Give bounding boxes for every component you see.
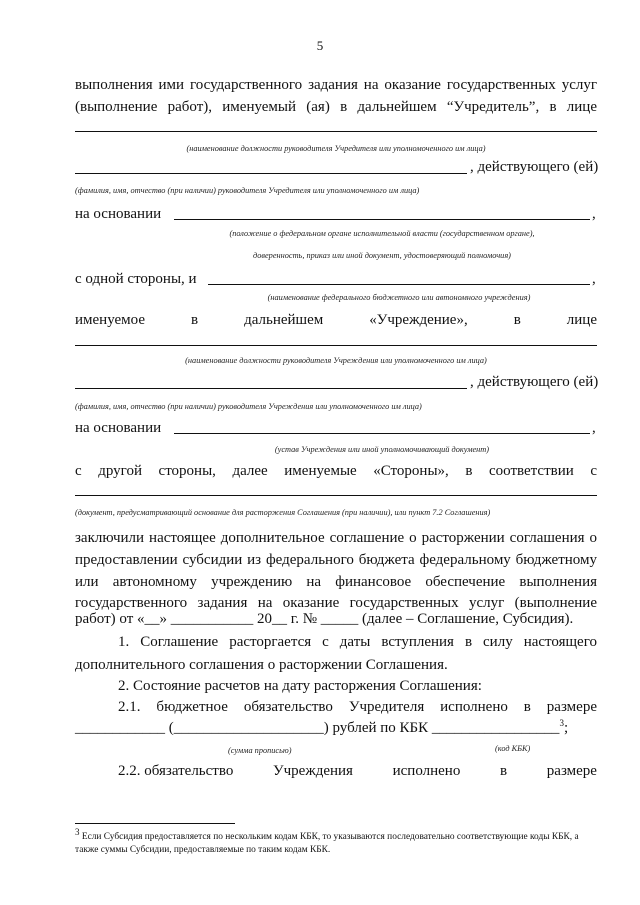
footnote [75,826,597,857]
basis-field[interactable] [174,219,590,220]
founder-head-name-field[interactable] [75,173,467,174]
body-p3: 2. Состояние расчетов на дату расторжения Соглашения: [118,678,482,694]
named-line: именуемое в дальнейшем «Учреждение», в лице [75,312,597,328]
body-p2-l1: 1. Соглашение расторгается с даты вступления в силу настоящего [118,634,597,650]
institution-name-field[interactable] [208,284,590,285]
acting-label-2: , действующего (ей) [470,374,599,390]
footnote-separator [75,823,235,824]
other-side-line: с другой стороны, далее именуемые «Стороны», в соответствии с [75,463,597,479]
body-p1-l5: работ) от «__» ___________ 20__ г. № _____ (далее – Соглашение, Субсидия). [75,611,574,627]
institution-head-position-caption: (наименование должности руководителя Учреждения или уполномоченного им лица) [185,356,487,365]
body-p1-l4: государственного задания на оказание государственных услуг (выполнение [75,595,597,611]
institution-head-position-field[interactable] [75,345,597,346]
body-p1-l2: предоставлении субсидии из федерального бюджета федеральному бюджетному [75,552,597,568]
sum-caption: (сумма прописью) [228,746,292,755]
body-p1-l1: заключили настоящее дополнительное соглашение о расторжении соглашения о [75,530,597,546]
intro-line-1: выполнения ими государственного задания на оказание государственных услуг [75,77,597,93]
founder-head-name-caption: (фамилия, имя, отчество (при наличии) руководителя Учредителя или уполномоченного им лица) [75,186,420,195]
institution-head-name-caption: (фамилия, имя, отчество (при наличии) руководителя Учреждения или уполномоченного им лица) [75,402,422,411]
footnote-ref[interactable]: 3 [559,718,564,728]
intro-line-2: (выполнение работ), именуемый (ая) в дальнейшем “Учредитель”, в лице [75,99,597,115]
institution-caption: (наименование федерального бюджетного или автономного учреждения) [267,293,531,302]
kbk-caption: (код КБК) [495,744,531,753]
one-side-label: с одной стороны, и [75,271,197,287]
body-p5: 2.2. обязательство Учреждения исполнено в размере [118,763,597,779]
body-p4-l1: 2.1. бюджетное обязательство Учредителя исполнено в размере [118,699,597,715]
founder-head-position-caption: (наименование должности руководителя Учредителя или уполномоченного им лица) [186,144,486,153]
founder-head-position-field[interactable] [75,131,597,132]
footnote-text: Если Субсидия предоставляется по нескольким кодам КБК, то указываются последовательно соответствующие коды КБК, а также суммы Субсидии, предоставляемые по таким кодам КБК. [75,832,579,855]
charter-caption: (устав Учреждения или иной уполномочивающий документ) [274,445,490,454]
institution-head-name-field[interactable] [75,388,467,389]
document-page: 5 выполнения ими государственного задания на оказание государственных услуг (выполнение работ), именуемый (ая) в дальнейшем “Учредитель”, в лице (наименование должности руководителя Учредителя или уполномоченного им лица) , действующего (ей) (фамилия, имя, отчество (при наличии) руководителя Учредителя или уполномоченного им лица) на основании , (положение о федеральном органе исполнительной власти (государственном органе), доверенность, приказ или иной документ, удостоверяющий полномочия) с одной стороны, и , (наименование федерального бюджетного или автономного учреждения) именуемое в дальнейшем «Учреждение», в лице (наименование должности руководителя Учреждения или уполномоченного им лица) , действующего (ей) (фамилия, имя, отчество (при наличии) руководителя Учреждения или уполномоченного им лица) на основании , (устав Учреждения или иной уполномочивающий документ) с другой стороны, далее именуемые «Стороны», в соответствии с (документ, предусматривающий основание для расторжения Соглашения (при наличии), или пункт 7.2 Соглашения) заключили настоящее дополнительное соглашение о расторжении соглашения о предоставлении субсидии из федерального бюджета федеральному бюджетному или автономному учреждению на финансовое обеспечение выполнения государственного задания на оказание государственных услуг (выполнение работ) от «__» ___________ 20__ г. № _____ (далее – Соглашение, Субсидия). 1. Соглашение расторгается с даты вступления в силу настоящего дополнительного соглашения о расторжении Соглашения. 2. Состояние расчетов на дату расторжения Соглашения: 2.1. бюджетное обязательство Учредителя исполнено в размере ____________ (____________________) рублей по КБК _________________$^3$; (сумма прописью) (код КБК) 2.2. обязательство Учреждения исполнено в размере $^3$ Если Субсидия предоставляется по нескольким кодам КБК, то указываются последовательно соответствующие коды КБК, а также суммы Субсидии, предоставляемые по таким кодам КБК. [0,0,640,905]
basis-caption-1: (положение о федеральном органе исполнительной власти (государственном органе), [229,229,535,238]
body-p4-l2: ____________ (____________________) рублей по КБК _________________$^3$; [75,718,569,736]
acting-label: , действующего (ей) [470,159,599,175]
termination-basis-field[interactable] [75,495,597,496]
body-p1-l3: или автономному учреждению на финансовое обеспечение выполнения [75,574,597,590]
page-number: 5 [316,38,324,53]
basis-caption-2: доверенность, приказ или иной документ, удостоверяющий полномочия) [253,251,511,260]
body-p2-l2: дополнительного соглашения о расторжении Соглашения. [75,657,448,673]
termination-basis-caption: (документ, предусматривающий основание для расторжения Соглашения (при наличии), или пункт 7.2 Соглашения) [75,508,491,517]
basis-label-2: на основании [75,420,162,436]
basis-label: на основании [75,206,162,222]
charter-field[interactable] [174,433,590,434]
footnote-marker: 3 [75,826,80,837]
